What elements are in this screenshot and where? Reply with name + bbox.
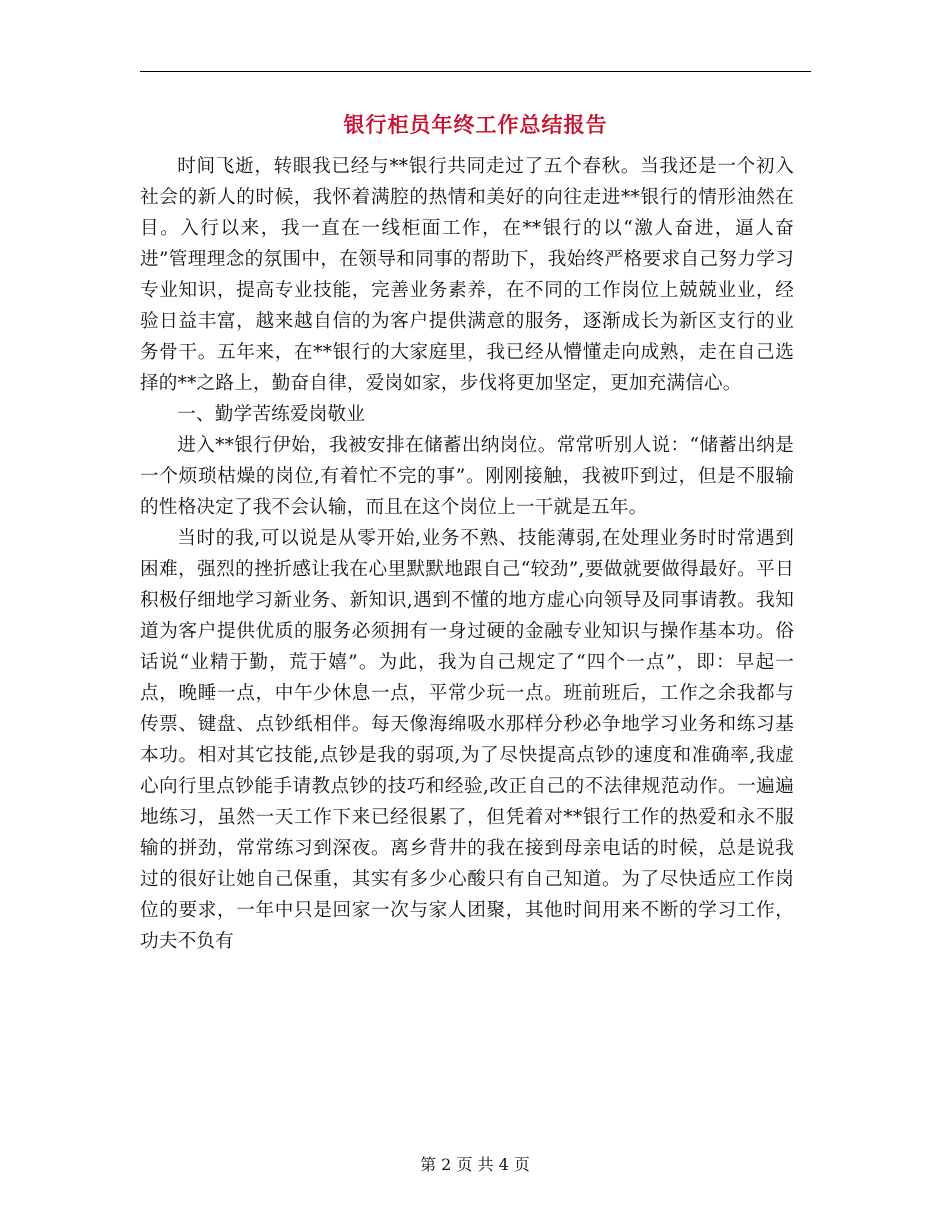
paragraph-teller-post: 进入**银行伊始，我被安排在储蓄出纳岗位。常常听别人说：“储蓄出纳是一个烦琐枯燥的岗位,有着忙不完的事”。刚刚接触，我被吓到过，但是不服输的性格决定了我不会认输，而且在这个岗位上一干就是五年。 (140, 435, 794, 518)
header-rule (140, 71, 811, 72)
paragraph-self-study: 当时的我,可以说是从零开始,业务不熟、技能薄弱,在处理业务时时常遇到困难，强烈的挫折感让我在心里默默地跟自己“较劲”,要做就要做得最好。平日积极仔细地学习新业务、新知识,遇到不懂的地方虚心向领导及同事请教。我知道为客户提供优质的服务必须拥有一身过硬的金融专业知识与操作基本功。俗话说“业精于勤，荒于嬉”。为此，我为自己规定了“四个一点”，即：早起一点，晚睡一点，中午少休息一点，平常少玩一点。班前班后，工作之余我都与传票、键盘、点钞纸相伴。每天像海绵吸水那样分秒必争地学习业务和练习基本功。相对其它技能,点钞是我的弱项,为了尽快提高点钞的速度和准确率,我虚心向行里点钞能手请教点钞的技巧和经验,改正自己的不法律规范动作。一遍遍地练习，虽然一天工作下来已经很累了，但凭着对**银行工作的热爱和永不服输的拼劲，常常练习到深夜。离乡背井的我在接到母亲电话的时候，总是说我过的很好让她自己保重，其实有多少心酸只有自己知道。为了尽快适应工作岗位的要求，一年中只是回家一次与家人团聚，其他时间用来不断的学习工作，功夫不负有 (140, 528, 794, 952)
document-title: 银行柜员年终工作总结报告 (343, 113, 608, 137)
paragraph-intro: 时间飞逝，转眼我已经与**银行共同走过了五个春秋。当我还是一个初入社会的新人的时候，我怀着满腔的热情和美好的向往走进**银行的情形油然在目。入行以来，我一直在一线柜面工作，在**银行的以“激人奋进，逼人奋进”管理理念的氛围中，在领导和同事的帮助下，我始终严格要求自己努力学习专业知识，提高专业技能，完善业务素养，在不同的工作岗位上兢兢业业，经验日益丰富，越来越自信的为客户提供满意的服务，逐渐成长为新区支行的业务骨干。五年来，在**银行的大家庭里，我已经从懵懂走向成熟，走在自己选择的**之路上，勤奋自律，爱岗如家，步伐将更加坚定，更加充满信心。 (140, 156, 794, 394)
section-heading: 一、勤学苦练爱岗敬业 (177, 404, 366, 425)
page-number-footer: 第 2 页 共 4 页 (420, 1155, 530, 1174)
document-body (140, 151, 794, 957)
